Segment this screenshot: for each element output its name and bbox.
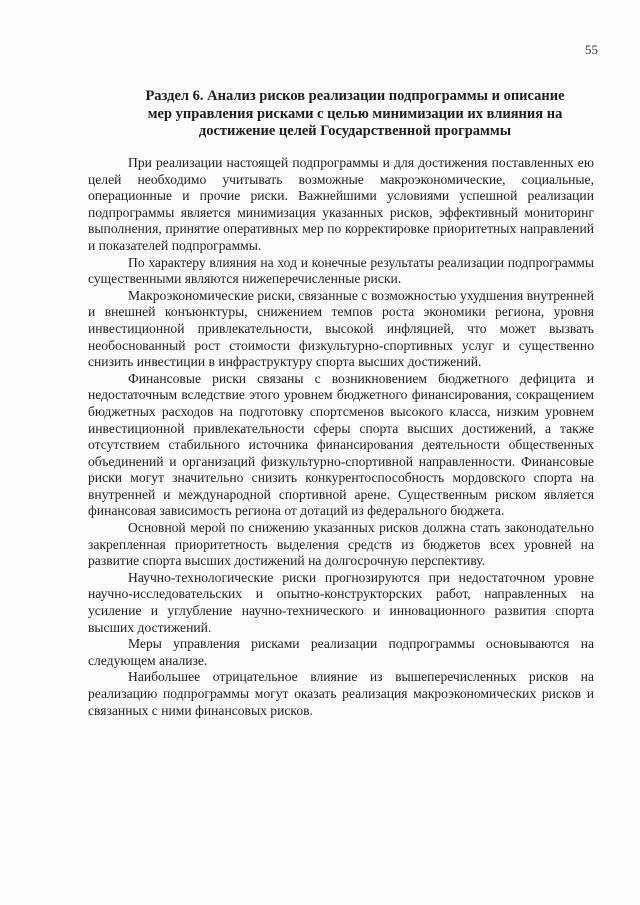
- paragraph-main-measure: Основной мерой по снижению указанных рисков должна стать законодательно закрепленная приоритетность выделения средств из бюджетов всех уровней на развитие спорта высших достижений на долгосрочную перспективу.: [88, 520, 594, 569]
- paragraph-macroeconomic-risks: Макроэкономические риски, связанные с возможностью ухудшения внутренней и внешней конъюнктуры, снижением темпов роста экономики региона, уровня инвестиционной привлекательности, высокой инфляцией, что может вызвать необоснованный рост стоимости физкультурно-спортивных услуг и существенно снизить инвестиции в инфраструктуру спорта высших достижений.: [88, 287, 594, 370]
- page-number: 55: [585, 42, 598, 57]
- paragraph-risk-management: Меры управления рисками реализации подпрограммы основываются на следующем анализе.: [88, 636, 594, 668]
- paragraph-intro: При реализации настоящей подпрограммы и для достижения поставленных ею целей необходимо учитывать возможные макроэкономические, социальные, операционные и прочие риски. Важнейшими условиями успешной реализации подпрограммы является минимизация указанных рисков, эффективный мониторинг выполнения, принятие оперативных мер по корректировке приоритетных направлений и показателей подпрограммы.: [88, 155, 594, 253]
- paragraph-scientific-risks: Научно-технологические риски прогнозируются при недостаточном уровне научно-исследовательских и опытно-конструкторских работ, направленных на усиление и углубление научно-технического и инновационного развития спорта высших достижений.: [88, 569, 594, 635]
- section-heading: [112, 88, 598, 141]
- paragraph-conclusion: Наибольшее отрицательное влияние из вышеперечисленных рисков на реализацию подпрограммы могут оказать реализация макроэкономических рисков и связанных с ними финансовых рисков.: [88, 669, 594, 718]
- paragraph-risk-character: По характеру влияния на ход и конечные результаты реализации подпрограммы существенными являются нижеперечисленные риски.: [88, 254, 594, 287]
- document-body: [88, 155, 594, 719]
- section-heading-line-3: достижение целей Государственной программы: [198, 123, 512, 139]
- section-heading-line-2: мер управления рисками с целью минимизации их влияния на: [147, 105, 563, 122]
- paragraph-financial-risks: Финансовые риски связаны с возникновением бюджетного дефицита и недостаточным вследствие этого уровнем бюджетного финансирования, сокращением бюджетных расходов на подготовку спортсменов высокого класса, низким уровнем инвестиционной привлекательности сферы спорта высших достижений, а также отсутствием стабильного источника финансирования деятельности общественных объединений и организаций физкультурно-спортивной направленности. Финансовые риски могут значительно снизить конкурентоспособность мордовского спорта на внутренней и международной спортивной арене. Существенным риском является финансовая зависимость региона от дотаций из федерального бюджета.: [88, 370, 594, 519]
- section-heading-line-1: Раздел 6. Анализ рисков реализации подпрограммы и описание: [145, 88, 565, 104]
